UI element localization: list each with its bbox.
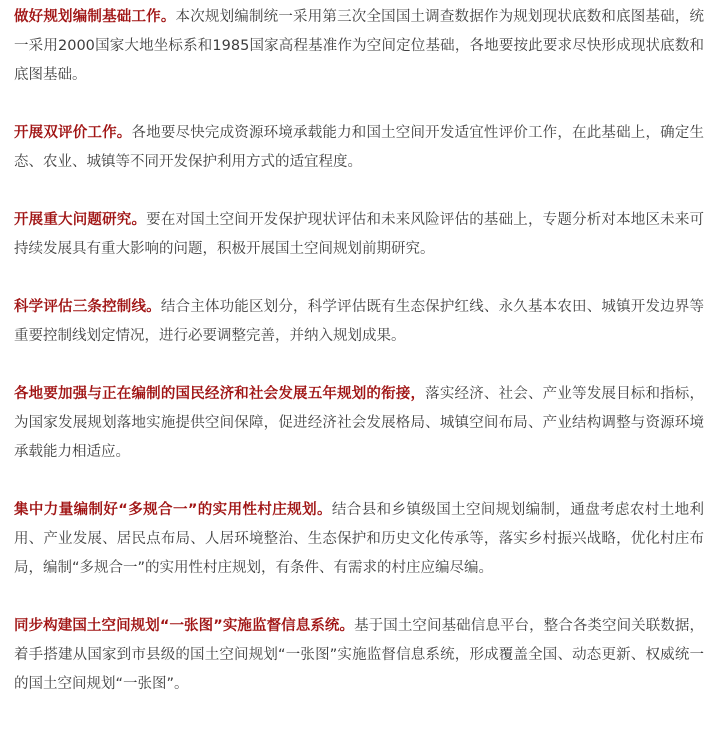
paragraph-lead: 开展双评价工作。: [14, 125, 132, 141]
paragraph-lead: 各地要加强与正在编制的国民经济和社会发展五年规划的衔接，: [14, 386, 426, 402]
paragraph-village-planning: [14, 496, 704, 583]
paragraph-body: 结合县和乡镇级国土空间规划编制，通盘考虑农村土地利用、产业发展、居民点布局、人居环境整治、生态保护和历史文化传承等，落实乡村振兴战略，优化村庄布局，编制“多规合一”的实用性村庄规划，有条件、有需求的村庄应编尽编。: [14, 502, 705, 576]
paragraph-body: 落实经济、社会、产业等发展目标和指标，为国家发展规划落地实施提供空间保障，促进经济社会发展格局、城镇空间布局、产业结构调整与资源环境承载能力相适应。: [14, 386, 704, 460]
paragraph-body: 本次规划编制统一采用第三次全国国土调查数据作为规划现状底数和底图基础，统一采用2000国家大地坐标系和1985国家高程基准作为空间定位基础，各地要按此要求尽快形成现状底数和底图基础。: [14, 9, 705, 83]
paragraph-body: 基于国土空间基础信息平台，整合各类空间关联数据，着手搭建从国家到市县级的国土空间规划“一张图”实施监督信息系统，形成覆盖全国、动态更新、权威统一的国土空间规划“一张图”。: [14, 618, 705, 692]
paragraph-one-map-system: [14, 612, 704, 699]
paragraph-body: 结合主体功能区划分，科学评估既有生态保护红线、永久基本农田、城镇开发边界等重要控制线划定情况，进行必要调整完善，并纳入规划成果。: [14, 299, 705, 344]
paragraph-lead: 集中力量编制好“多规合一”的实用性村庄规划。: [14, 502, 332, 518]
paragraph-dual-evaluation: [14, 119, 704, 177]
paragraph-body: 各地要尽快完成资源环境承载能力和国土空间开发适宜性评价工作，在此基础上，确定生态、农业、城镇等不同开发保护利用方式的适宜程度。: [14, 125, 705, 170]
paragraph-body: 要在对国土空间开发保护现状评估和未来风险评估的基础上，专题分析对本地区未来可持续发展具有重大影响的问题，积极开展国土空间规划前期研究。: [14, 212, 705, 257]
paragraph-lead: 做好规划编制基础工作。: [14, 9, 176, 25]
paragraph-planning-foundation: [14, 3, 704, 90]
paragraph-five-year-plan: [14, 380, 704, 467]
paragraph-lead: 开展重大问题研究。: [14, 212, 147, 228]
paragraph-major-issues: [14, 206, 704, 264]
paragraph-lead: 同步构建国土空间规划“一张图”实施监督信息系统。: [14, 618, 355, 634]
paragraph-lead: 科学评估三条控制线。: [14, 299, 161, 315]
paragraph-control-lines: [14, 293, 704, 351]
